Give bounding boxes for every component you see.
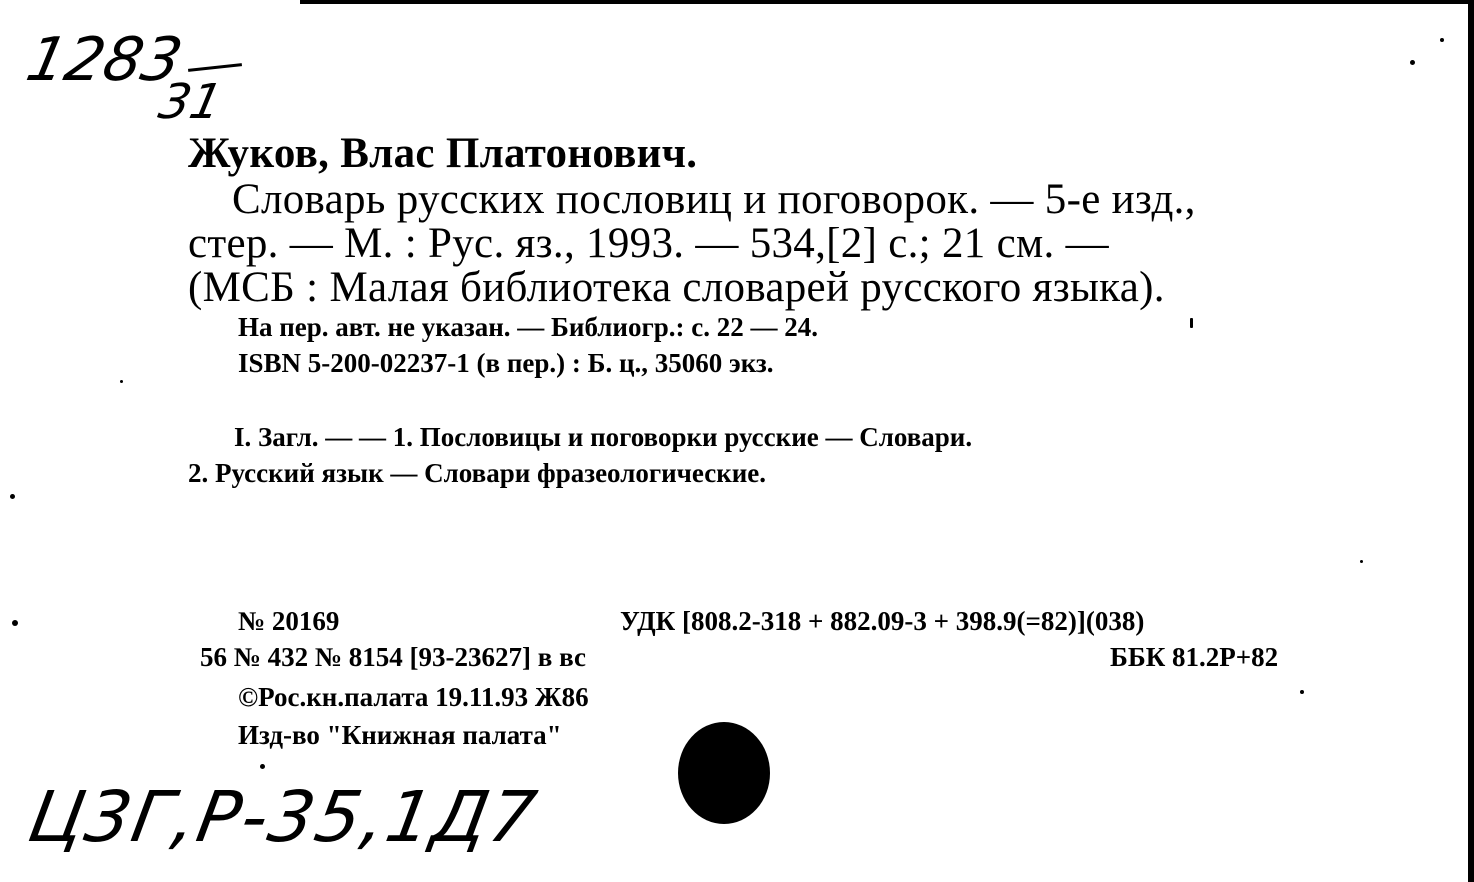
handwritten-shelf-mark: 1283 <box>20 25 189 95</box>
publisher-line: Изд-во "Книжная палата" <box>238 720 562 750</box>
scan-speck <box>1300 690 1304 694</box>
right-edge-shadow <box>1468 0 1474 882</box>
scan-speck <box>12 620 18 626</box>
scan-speck <box>1410 60 1415 65</box>
handwritten-shelf-mark-sub: 31 <box>154 74 228 130</box>
isbn-line: ISBN 5-200-02237-1 (в пер.) : Б. ц., 35060 экз. <box>238 348 774 378</box>
scan-speck <box>1440 38 1444 42</box>
card-punch-hole <box>678 722 770 824</box>
scan-speck <box>1360 560 1363 563</box>
handwritten-call-number: Ц3Г,Р-35,1Д7 <box>22 776 544 858</box>
udc-classification: УДК [808.2-318 + 882.09-3 + 398.9(=82)](038) <box>620 606 1145 636</box>
bbk-classification: ББК 81.2Р+82 <box>1110 642 1279 672</box>
order-line: 56 № 432 № 8154 [93-23627] в вс <box>200 642 586 672</box>
tracings-line-2: 2. Русский язык — Словари фразеологические. <box>188 458 767 488</box>
scan-speck <box>10 494 15 499</box>
author-heading: Жуков, Влас Платонович. <box>188 130 698 177</box>
scan-speck <box>260 764 265 769</box>
tracings-line-1: I. Загл. — — 1. Пословицы и поговорки русские — Словари. <box>234 422 973 452</box>
scan-speck <box>120 380 123 383</box>
shelf-mark-fraction-line <box>188 63 242 72</box>
title-line-2: стер. — М. : Рус. яз., 1993. — 534,[2] с.; 21 см. — <box>188 220 1109 267</box>
scan-speck <box>1190 318 1193 328</box>
title-line-1: Словарь русских пословиц и поговорок. — 5-е изд., <box>232 176 1196 223</box>
top-edge-shadow <box>300 0 1474 4</box>
card-number: № 20169 <box>238 606 340 636</box>
book-chamber-line: ©Рос.кн.палата 19.11.93 Ж86 <box>238 682 589 712</box>
title-line-3: (МСБ : Малая библиотека словарей русского языка). <box>188 264 1165 311</box>
note-line: На пер. авт. не указан. — Библиогр.: с. 22 — 24. <box>238 312 818 342</box>
